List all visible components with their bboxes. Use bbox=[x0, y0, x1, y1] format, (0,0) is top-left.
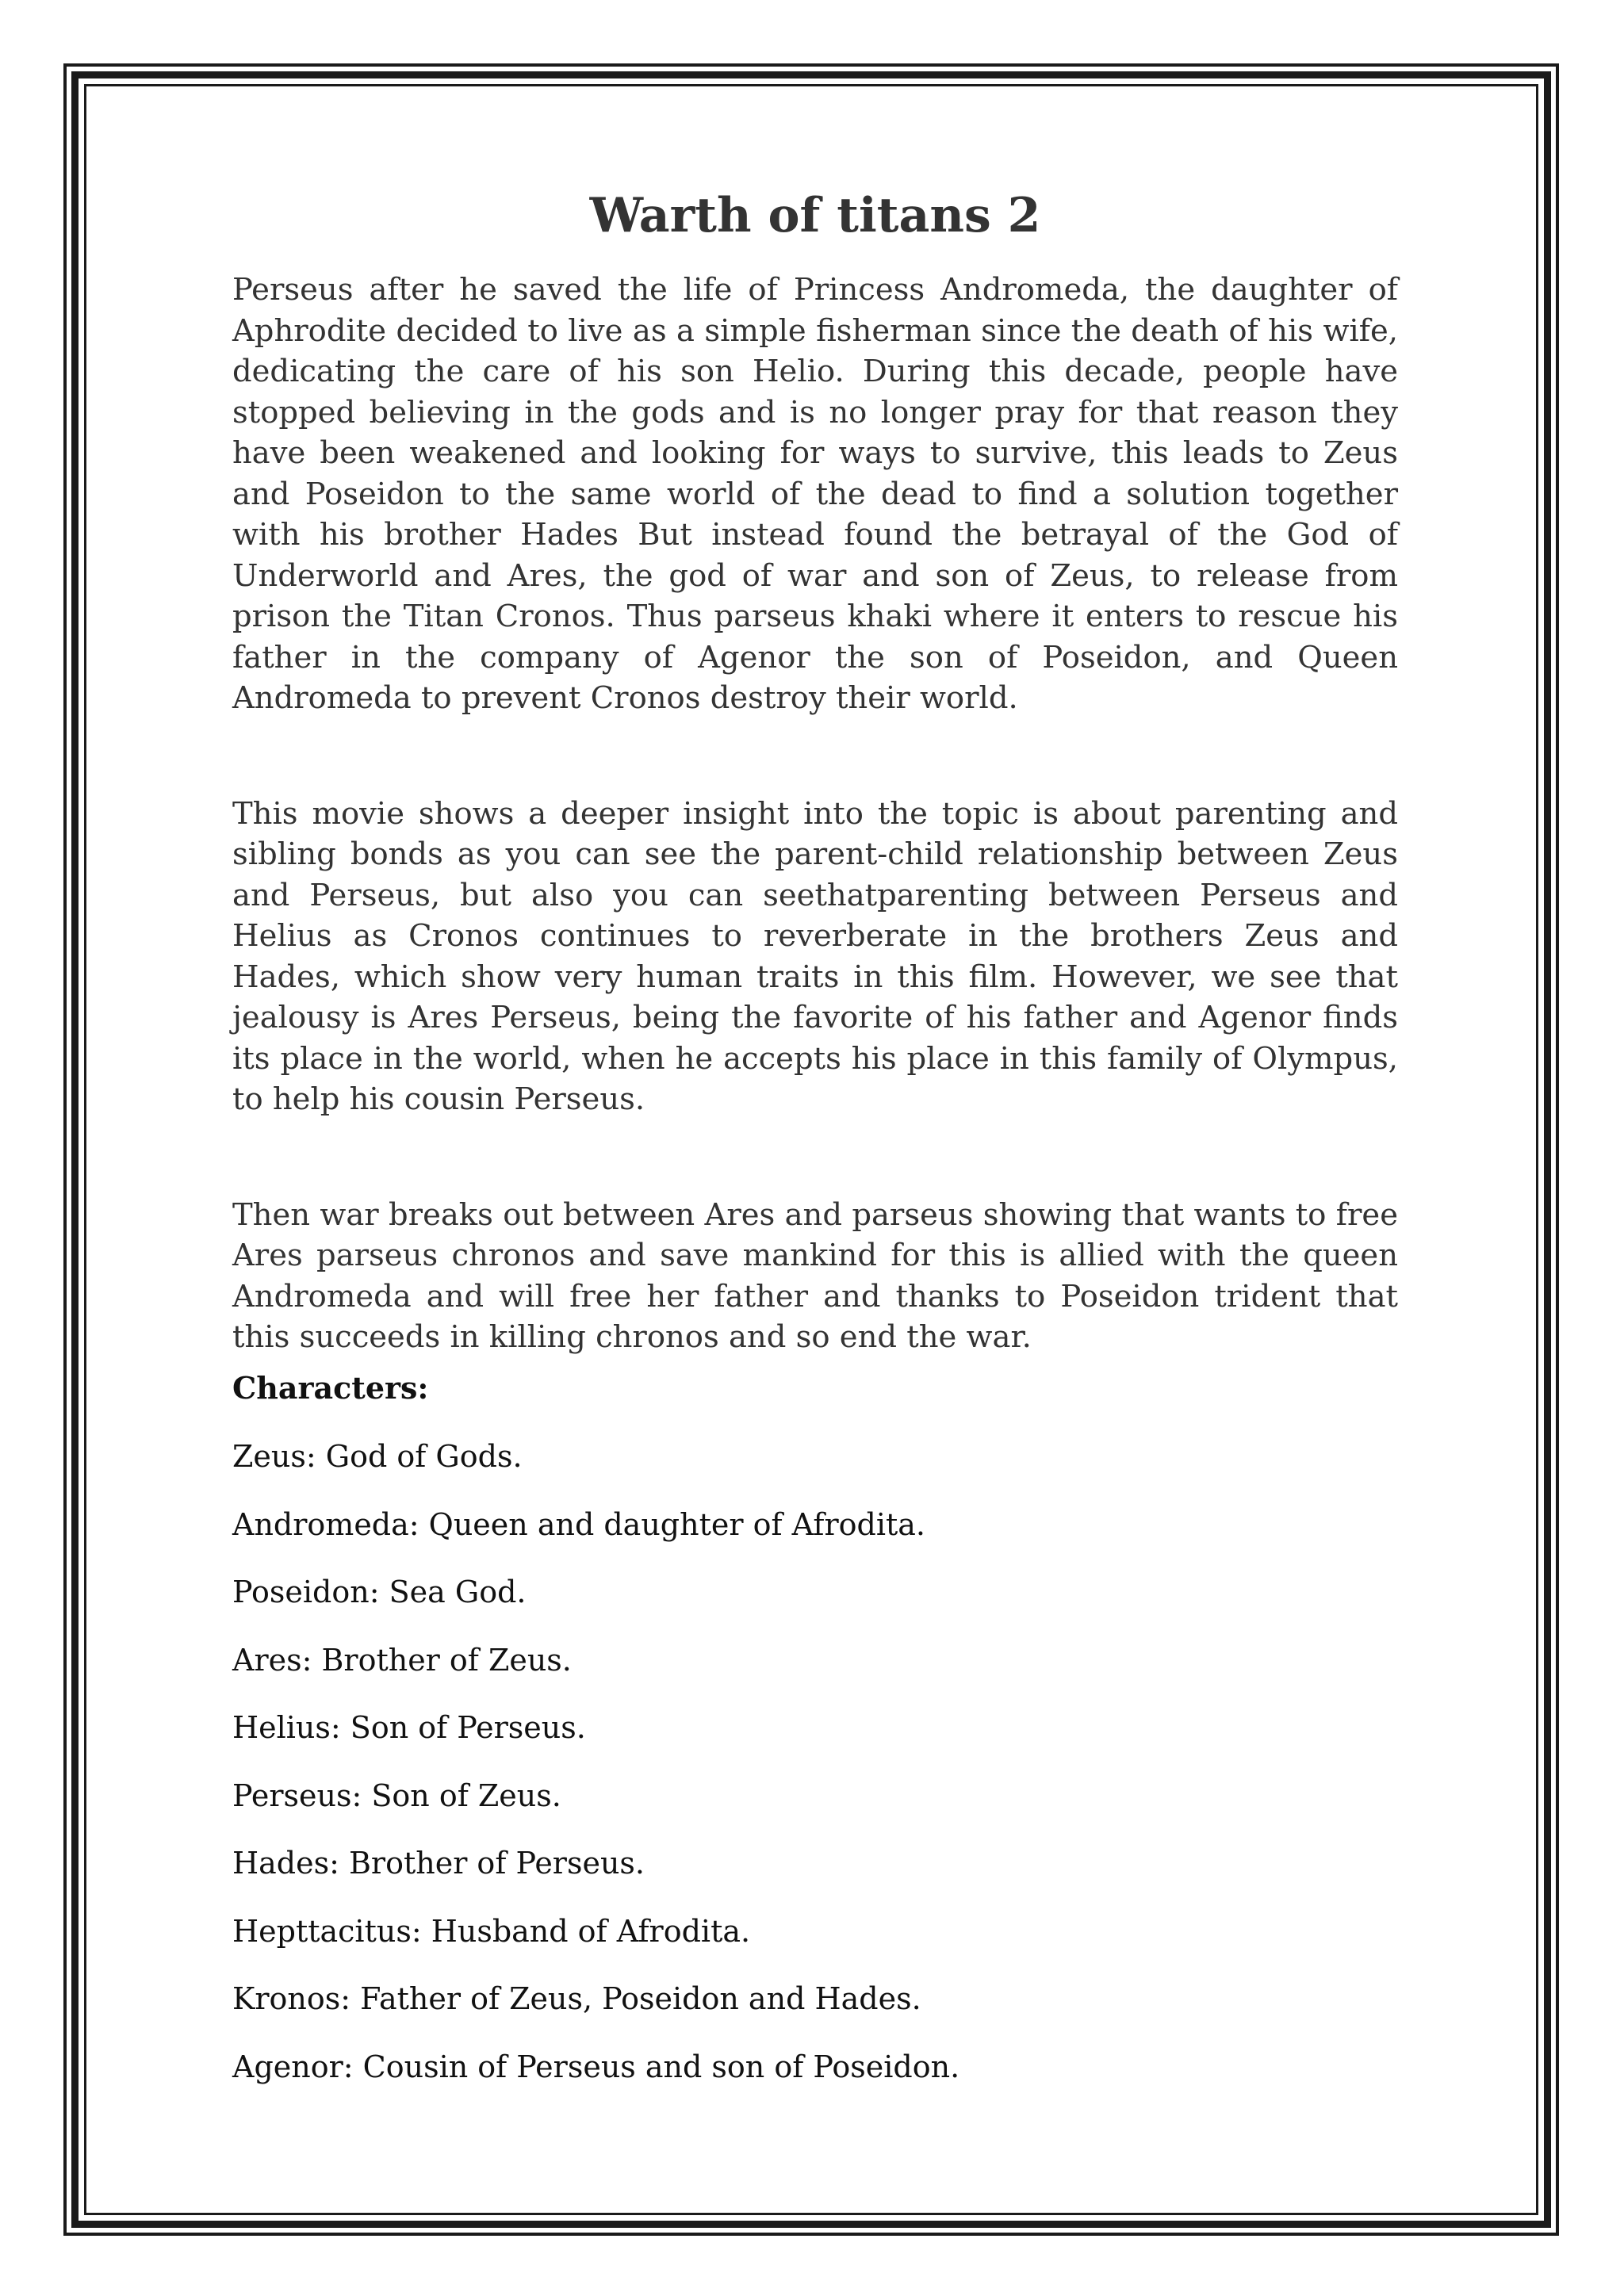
character-item: Andromeda: Queen and daughter of Afrodita. bbox=[232, 1506, 925, 1542]
character-item: Kronos: Father of Zeus, Poseidon and Hades. bbox=[232, 1981, 921, 2016]
character-item: Poseidon: Sea God. bbox=[232, 1575, 527, 1609]
characters-heading: Characters: bbox=[232, 1370, 429, 1406]
character-item: Agenor: Cousin of Perseus and son of Poseidon. bbox=[232, 2049, 960, 2084]
character-item: Helius: Son of Perseus. bbox=[232, 1710, 586, 1745]
character-item: Hades: Brother of Perseus. bbox=[232, 1846, 645, 1881]
characters-list bbox=[232, 1437, 1398, 2114]
character-item: Perseus: Son of Zeus. bbox=[232, 1777, 561, 1813]
character-item: Ares: Brother of Zeus. bbox=[232, 1642, 572, 1678]
summary-paragraph: Perseus after he saved the life of Princess Andromeda, the daughter of Aphrodite decided to live as a simple fisherman since the death of his wife, dedicating the care of his son Helio. During this decade, people have stopped believing in the gods and is no longer pray for that reason they have been weakened and looking for ways to survive, this leads to Zeus and Poseidon to the same world of the dead to find a solution together with his brother Hades But instead found the betrayal of the God of Underworld and Ares, the god of war and son of Zeus, to release from prison the Titan Cronos. Thus parseus khaki where it enters to rescue his father in the company of Agenor the son of Poseidon, and Queen Andromeda to prevent Cronos destroy their world. bbox=[232, 272, 1398, 716]
document-title: Warth of titans 2 bbox=[589, 188, 1041, 243]
document-body bbox=[232, 182, 1398, 1358]
character-item: Hepttacitus: Husband of Afrodita. bbox=[232, 1913, 751, 1949]
ending-paragraph: Then war breaks out between Ares and parseus showing that wants to free Ares parseus chronos and save mankind for this is allied with the queen Andromeda and will free her father and thanks to Poseidon trident that this succeeds in killing chronos and so end the war. bbox=[232, 1196, 1398, 1355]
characters-section bbox=[232, 1368, 1398, 2114]
character-item: Zeus: God of Gods. bbox=[232, 1439, 523, 1474]
analysis-paragraph: This movie shows a deeper insight into the topic is about parenting and sibling bonds as you can see the parent-child relationship between Zeus and Perseus, but also you can seethatparenting between Perseus and Helius as Cronos continues to reverberate in the brothers Zeus and Hades, which show very human traits in this film. However, we see that jealousy is Ares Perseus, being the favorite of his father and Agenor finds its place in the world, when he accepts his place in this family of Olympus, to help his cousin Perseus. bbox=[232, 795, 1398, 1117]
